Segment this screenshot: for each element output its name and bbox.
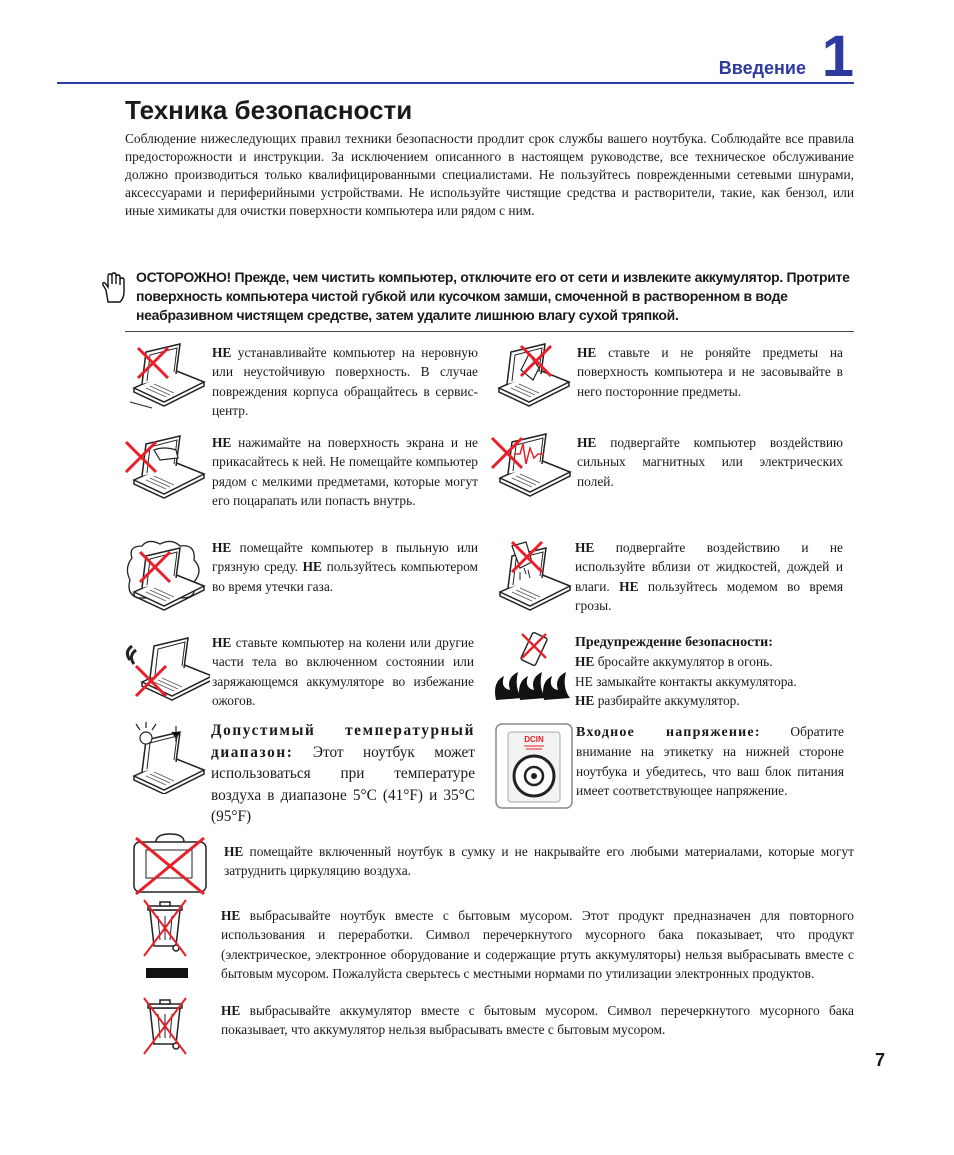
caution-text: ОСТОРОЖНО! Прежде, чем чистить компьютер, отключите его от сети и извлеките аккумулятор. Протрите поверхность компьютера чистой губкой или кусочком замши, смоченной в растворенном в воде неабразивном чистящем средстве, затем удалите лишнюю влагу сухой тряпкой. (136, 269, 850, 323)
battery-heading: Предупреждение безопасности: (575, 635, 773, 650)
rule-bold: НЕ (575, 540, 595, 555)
rule-bold: НЕ (575, 692, 595, 708)
rule-text: ставьте компьютер на колени или другие части тела во включенном состоянии или заряжающемся аккумуляторе во избежание ожогов. (212, 635, 474, 708)
rule-disposal-laptop (221, 906, 854, 983)
rule-voltage (576, 722, 844, 800)
rule-bold: НЕ (212, 635, 232, 650)
rule-bold: НЕ (212, 435, 232, 450)
rule-bold: НЕ (212, 540, 232, 555)
rule-bag (224, 842, 854, 881)
rule-uneven-surface (212, 343, 478, 420)
laptop-bag-icon (130, 832, 212, 896)
intro-paragraph: Соблюдение нижеследующих правил техники безопасности продлит срок службы вашего ноутбука. Соблюдайте все правила предосторожности и инструкции. За исключением описанного в настоящем руководстве, все техническое обслуживание должно производиться только квалифицированными специалистами. Не пользуйтесь поврежденными сетевыми шнурами, аксессуарами и периферийными устройствами. Не используйте чистящие средства и растворители, такие, как бензол, или иные химикаты для очистки поверхности компьютера или рядом с ним. (125, 131, 854, 218)
battery-line-3: разбирайте аккумулятор. (594, 692, 740, 708)
rule-text: выбрасывайте ноутбук вместе с бытовым мусором. Этот продукт предназначен для повторного использования и переработки. Символ перечеркнутого мусорного бака показывает, что продукт (электрическое, электронное оборудование и содержащие ртуть аккумуляторы) нельзя выбрасывать вместе с бытовым мусором. Пожалуйста сверьтесь с местными нормами по утилизации электронных продуктов. (221, 908, 854, 981)
section-title: Введение (718, 58, 806, 78)
rule-bold-2: НЕ (302, 559, 322, 575)
laptop-uneven-surface-icon (128, 340, 210, 412)
laptop-liquid-icon (490, 538, 576, 614)
rule-bold: НЕ (577, 345, 597, 360)
rule-text: нажимайте на поверхность экрана и не прикасайтесь к ней. Не помещайте компьютер рядом с мелкими предметами, которые могут его поцарапать или попасть внутрь. (212, 435, 478, 508)
rule-bold: НЕ (575, 654, 595, 670)
rule-battery (575, 633, 845, 710)
rule-text: Этот ноутбук может использоваться при температуре воздуха в диапазоне 5°C (41°F) и 35°C (95°F) (211, 743, 475, 825)
caution-box (100, 268, 854, 325)
laptop-magnetic-field-icon (490, 430, 576, 502)
rule-lap (212, 633, 474, 710)
rule-screen-touch (212, 433, 478, 510)
header-rule (57, 82, 854, 84)
voltage-heading: Входное напряжение: (576, 725, 761, 740)
rule-text: подвергайте воздействию и не используйте вблизи от жидкостей, дождей и влаги. (575, 540, 843, 594)
battery-fire-icon (492, 630, 574, 706)
rule-text: Обратите внимание на этикетку на нижней стороне ноутбука и убедитесь, что ваш блок питания имеет соответствующее напряжение. (576, 724, 844, 798)
caution-rule (125, 331, 854, 332)
dcin-port-icon (494, 722, 574, 810)
page-title: Техника безопасности (125, 95, 413, 125)
crossed-bin-icon (140, 898, 192, 980)
temperature-icon (124, 718, 210, 794)
rule-text-2: пользуйтесь модемом во время грозы. (575, 578, 843, 613)
rule-dust (212, 538, 478, 596)
page-number: 7 (874, 1050, 885, 1070)
rule-text: устанавливайте компьютер на неровную или неустойчивую поверхность. В случае повреждения корпуса обращайтесь в сервис-центр. (212, 345, 478, 418)
rule-no-objects (577, 343, 843, 401)
crossed-bin-battery-icon (140, 996, 192, 1058)
rule-text: помещайте компьютер в пыльную или грязную среду. (212, 540, 478, 575)
battery-line-2: НЕ замыкайте контакты аккумулятора. (575, 673, 797, 689)
dcin-label: DCIN (524, 735, 544, 744)
laptop-objects-icon (493, 340, 575, 412)
rule-text: выбрасывайте аккумулятор вместе с бытовым мусором. Символ перечеркнутого мусорного бака показывает, что аккумулятор нельзя выбрасывать вместе с бытовым мусором. (221, 1003, 854, 1038)
rule-text-2: пользуйтесь компьютером во время утечки газа. (212, 559, 478, 594)
chapter-number: 1 (821, 24, 854, 89)
battery-line-1: бросайте аккумулятор в огонь. (594, 654, 773, 670)
rule-temperature (211, 720, 475, 828)
rule-bold: НЕ (221, 908, 241, 923)
rule-bold: НЕ (212, 345, 232, 360)
rule-bold-2: НЕ (619, 578, 639, 594)
rule-text: помещайте включенный ноутбук в сумку и не накрывайте его любыми материалами, которые могут затруднить циркуляцию воздуха. (224, 844, 854, 879)
rule-liquid (575, 538, 843, 615)
temperature-heading: Допустимый температурный диапазон: (211, 722, 475, 761)
rule-text: ставьте и не роняйте предметы на поверхность компьютера и не засовывайте в него посторонние предметы. (577, 345, 843, 399)
laptop-screen-touch-icon (124, 432, 210, 504)
laptop-lap-heat-icon (124, 630, 210, 706)
rule-magnetic (577, 433, 843, 491)
rule-disposal-battery (221, 1001, 854, 1040)
rule-bold: НЕ (224, 844, 244, 859)
rule-bold: НЕ (221, 1003, 241, 1018)
laptop-dust-icon (124, 538, 210, 614)
rule-bold: НЕ (577, 435, 597, 450)
rule-text: подвергайте компьютер воздействию сильных магнитных или электрических полей. (577, 435, 843, 489)
